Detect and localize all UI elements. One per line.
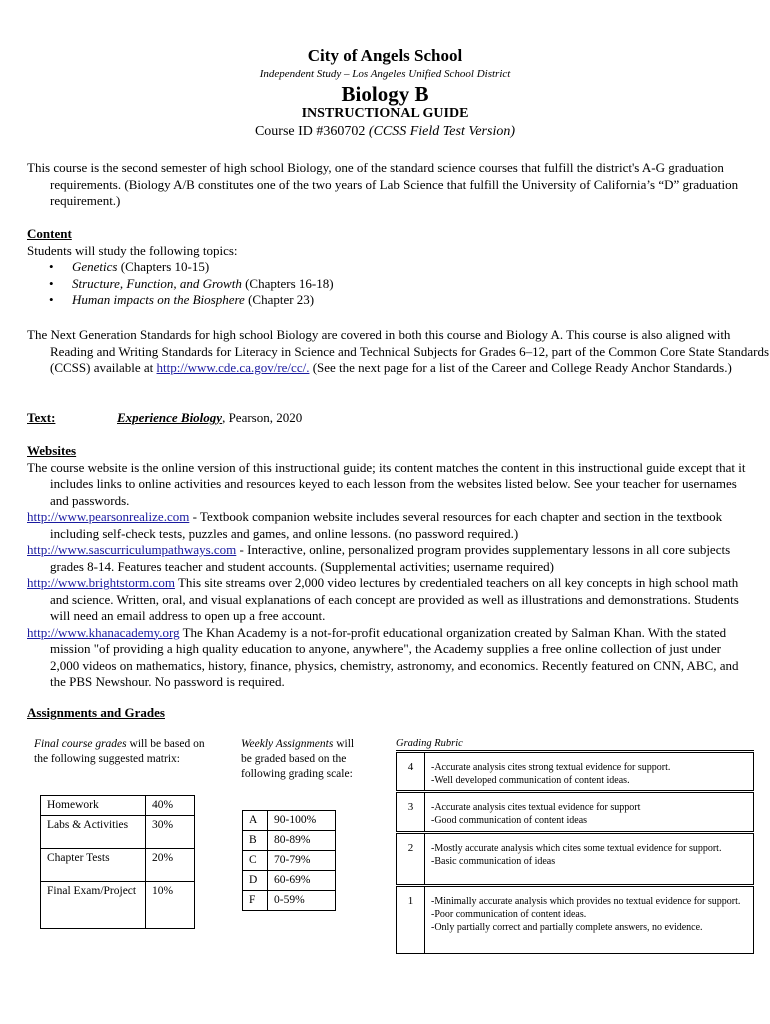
topic-name: Genetics	[72, 259, 118, 274]
topic-chapters: (Chapters 16-18)	[245, 275, 334, 291]
topic-name: Human impacts on the Biosphere	[72, 292, 245, 307]
course-id: Course ID #360702	[254, 124, 366, 139]
standards-note: (See the next page for a list of the Career and College Ready Anchor Standards.)	[309, 360, 732, 375]
sas-link[interactable]: http://www.sascurriculumpathways.com	[27, 542, 237, 557]
topic-name: Structure, Function, and Growth	[72, 275, 242, 291]
table-row: 2 -Mostly accurate analysis which cites some textual evidence for support. -Basic communication of ideas	[397, 833, 754, 886]
district-line: Independent Study – Los Angeles Unified School District	[259, 68, 511, 80]
website-entry	[27, 625, 747, 691]
table-row: 4 -Accurate analysis cites strong textual evidence for support. -Well developed communication of content ideas.	[397, 752, 754, 792]
cde-link[interactable]: http://www.cde.ca.gov/re/cc/.	[156, 360, 310, 375]
final-grades-intro: Final course grades will be based on the following suggested matrix:	[34, 738, 205, 765]
textbook-publisher: , Pearson, 2020	[222, 410, 303, 425]
rubric-title: Grading Rubric	[396, 738, 463, 749]
table-row: A 90-100%	[243, 811, 336, 831]
website-description: This site streams over 2,000 video lectures by credentialed teachers on all key concepts in high school math and science. Written, oral, and visual explanations of each concept are provided as well as illustrations and demonstrations. Students will need an email address to open up a free account.	[50, 575, 739, 623]
text-label: Text:	[27, 410, 56, 425]
assignments-heading: Assignments and Grades	[27, 705, 165, 720]
websites-intro: The course website is the online version of this instructional guide; its content matches the content in this instructional guide except that it includes links to online activities and resources keyed to each lesson from the websites listed below. See your teacher for usernames and passwords.	[27, 459, 746, 508]
course-title: Biology B	[341, 82, 429, 106]
website-entry	[27, 575, 747, 625]
topic-chapters: (Chapters 10-15)	[120, 259, 210, 274]
table-row: 1 -Minimally accurate analysis which provides no textual evidence for support. -Poor communication of content ideas. -Only partially correct and partially complete answers, no evidence.	[397, 886, 754, 954]
topic-list	[27, 259, 747, 309]
websites-section	[27, 443, 747, 691]
bullet-icon: •	[49, 259, 54, 274]
textbook-title: Experience Biology	[117, 410, 223, 425]
grading-rubric-table	[396, 750, 754, 954]
table-row: D 60-69%	[243, 871, 336, 891]
topic-chapters: (Chapter 23)	[248, 292, 315, 307]
table-row: C 70-79%	[243, 851, 336, 871]
website-description: - Textbook companion website includes several resources for each chapter and section in the textbook including self-check tests, puzzles and games, and online lessons. (no password required.)	[50, 509, 723, 541]
list-item	[27, 292, 747, 309]
content-lead: Students will study the following topics:	[27, 242, 238, 258]
pearson-link[interactable]: http://www.pearsonrealize.com	[27, 509, 190, 524]
websites-heading: Websites	[27, 443, 77, 458]
weekly-intro: Weekly Assignments will be graded based on the following grading scale:	[241, 738, 355, 780]
table-row: Chapter Tests 20%	[41, 849, 195, 882]
standards-paragraph	[27, 327, 770, 377]
table-row: F 0-59%	[243, 891, 336, 911]
khanacademy-link[interactable]: http://www.khanacademy.org	[27, 624, 180, 640]
bullet-icon: •	[49, 275, 54, 291]
website-entry	[27, 509, 747, 542]
guide-label: INSTRUCTIONAL GUIDE	[301, 106, 469, 121]
website-description: The Khan Academy is a not-for-profit educational organization created by Salman Khan. With the stated mission "of providing a high quality education to anyone, anywhere", the Academy supplies a free online collection of just under 2,000 videos on mathematics, history, finance, physics, chemistry, astronomy, and economics. Recently featured on CNN, ABC, and the PBS Newshour. No password is required.	[50, 624, 739, 689]
website-description: - Interactive, online, personalized program provides supplementary lessons in all core subjects grades 8-14. Features teacher and student accounts. (Supplemental activities; username required)	[50, 542, 731, 574]
table-row: Homework 40%	[41, 796, 195, 816]
grade-matrix-table	[40, 795, 195, 929]
textbook-line	[27, 410, 747, 427]
table-row: 3 -Accurate analysis cites textual evidence for support -Good communication of content ideas	[397, 792, 754, 833]
brightstorm-link[interactable]: http://www.brightstorm.com	[27, 575, 175, 590]
table-row: B 80-89%	[243, 831, 336, 851]
intro-paragraph: This course is the second semester of high school Biology, one of the standard science courses that fulfill the district's A-G graduation requirements. (Biology A/B constitutes one of the two years of Lab Science that fulfill the University of California’s “D” graduation requirement.)	[27, 160, 739, 208]
table-row: Labs & Activities 30%	[41, 816, 195, 849]
content-heading: Content	[27, 226, 72, 241]
website-entry	[27, 542, 747, 575]
content-section	[27, 226, 747, 309]
standards-text: The Next Generation Standards for high school Biology are covered in both this course and Biology A. This course is also aligned with Reading and Writing Standards for Literacy in Science and Technical Subjects for Grades 6–12, part of the Common Core State Standards (CCSS) available at	[27, 327, 770, 375]
list-item	[27, 276, 747, 293]
course-version: (CCSS Field Test Version)	[368, 124, 516, 139]
bullet-icon: •	[49, 292, 54, 307]
table-row: Final Exam/Project 10%	[41, 882, 195, 929]
school-name: City of Angels School	[307, 46, 463, 65]
course-id-line	[0, 124, 770, 140]
grading-scale-table	[242, 810, 336, 911]
list-item	[27, 259, 747, 276]
